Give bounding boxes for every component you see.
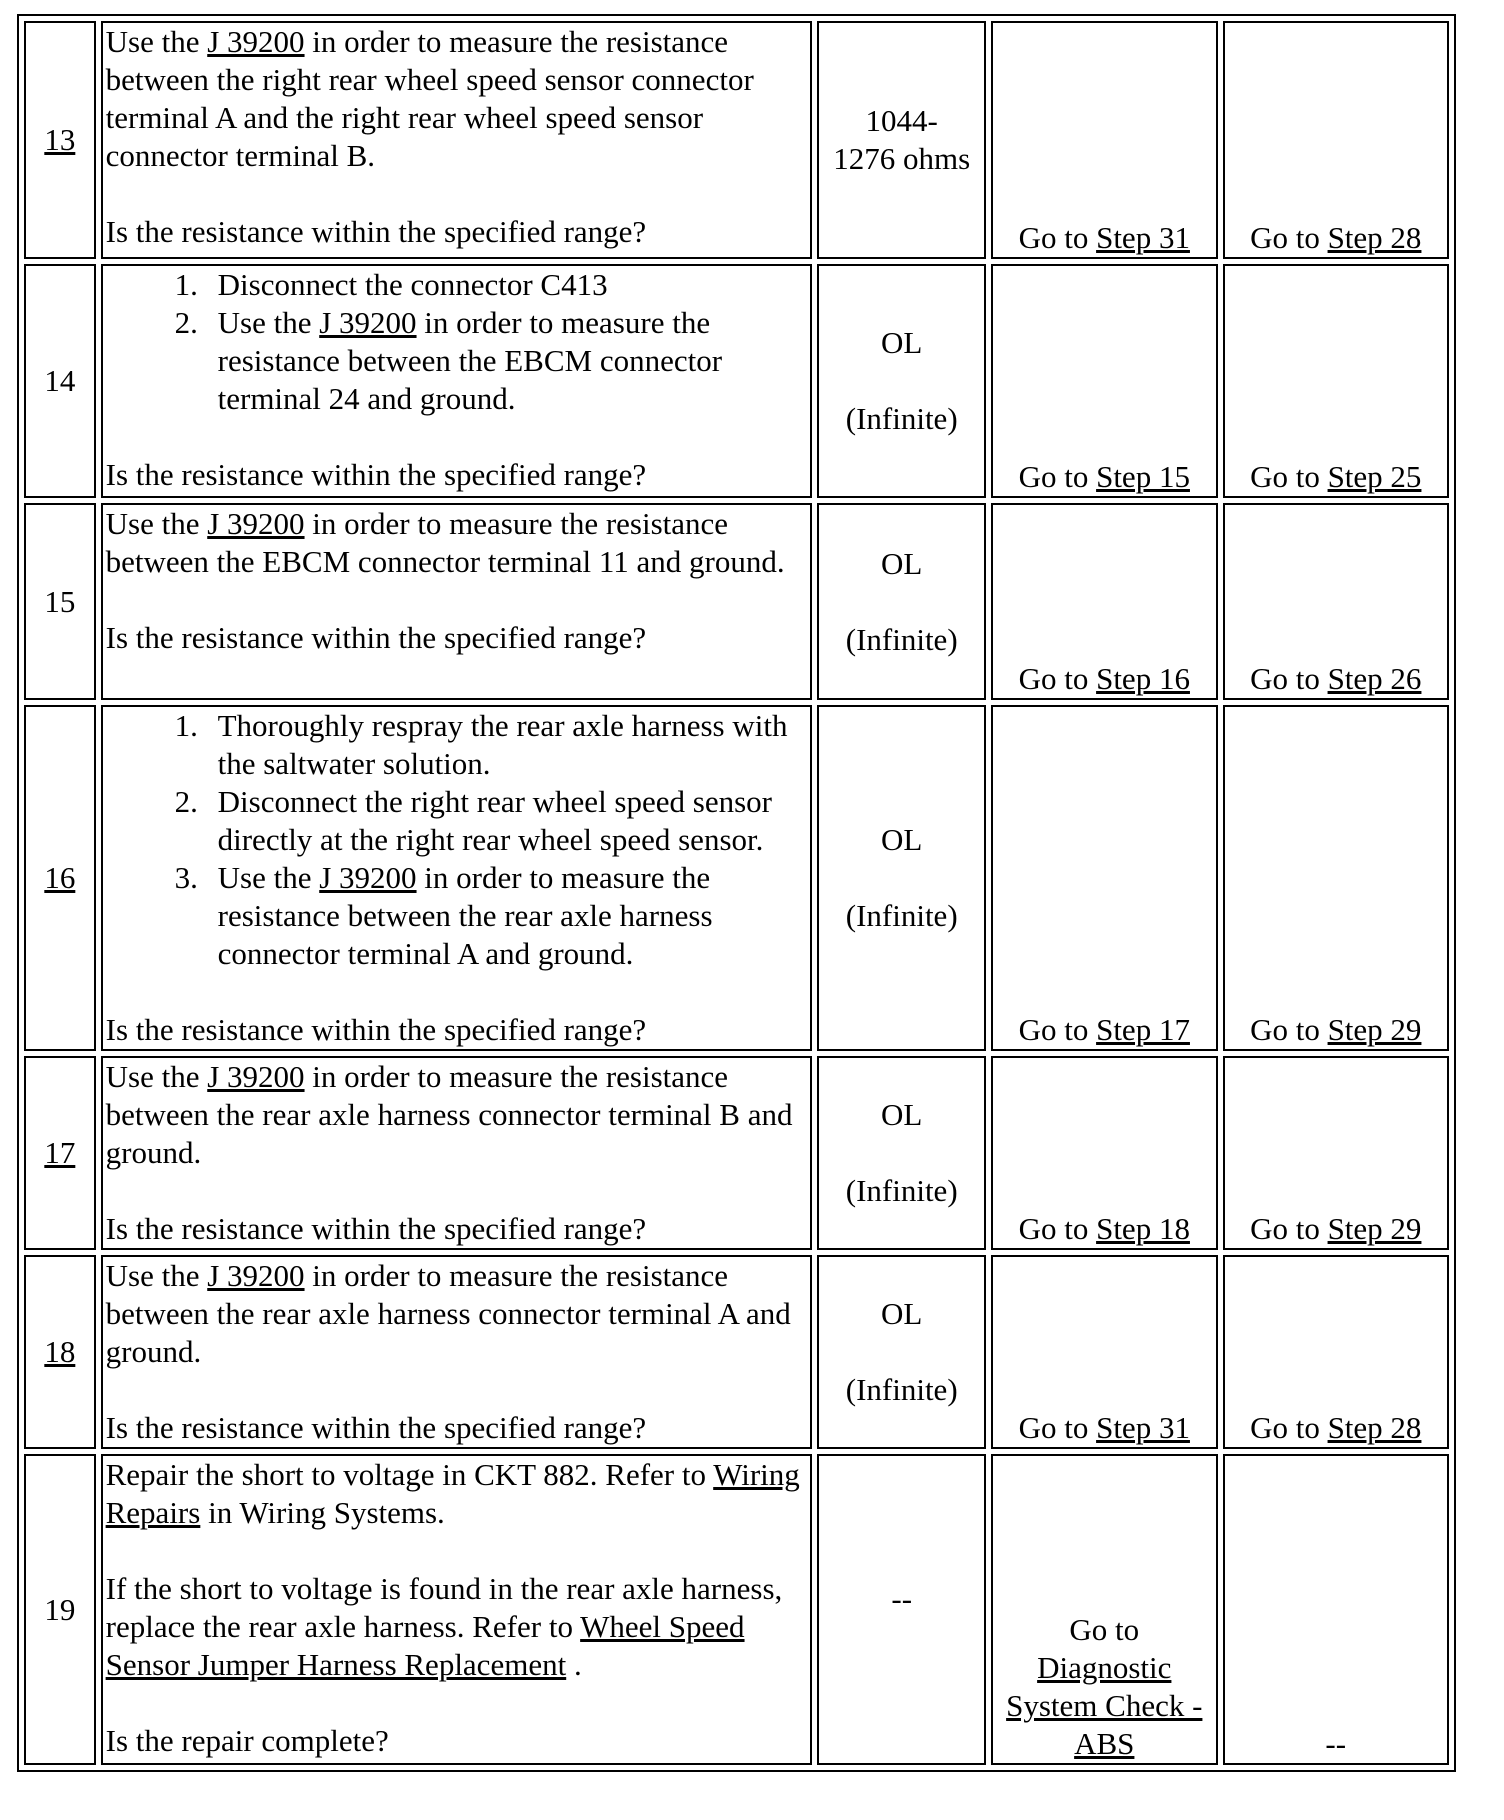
text-segment: Go to	[1018, 459, 1097, 494]
yes-action	[996, 1611, 1212, 1763]
no-action	[1228, 660, 1445, 698]
text-segment: Go to	[1250, 661, 1328, 696]
action-cell	[101, 1056, 813, 1250]
text-segment: Repair the short to voltage in CKT 882. Refer to	[105, 1457, 714, 1492]
yes-action-cell	[991, 264, 1217, 498]
no-action-cell	[1223, 705, 1450, 1051]
text-segment: Use the	[105, 1258, 208, 1293]
step-number-link[interactable]: 17	[44, 1135, 76, 1170]
no-action	[1228, 458, 1445, 496]
goto-step-link[interactable]: Step 16	[1096, 661, 1190, 696]
no-action-cell	[1223, 264, 1450, 498]
action-paragraph	[106, 1257, 808, 1371]
text-segment: in order to measure the resistance between the rear axle harness connector terminal B and ground.	[105, 1059, 793, 1170]
no-action	[1228, 1409, 1445, 1447]
goto-step-link[interactable]: Step 29	[1327, 1012, 1422, 1047]
step-row-16	[24, 705, 1449, 1051]
no-action-cell	[1223, 503, 1450, 700]
no-action	[1228, 1011, 1445, 1049]
value-cell	[817, 503, 986, 700]
goto-step-link[interactable]: Step 31	[1096, 1410, 1190, 1445]
text-segment: Use the	[217, 305, 320, 340]
yes-action	[996, 660, 1212, 698]
goto-step-link[interactable]: Step 31	[1096, 220, 1190, 255]
text-segment: .	[566, 1647, 582, 1682]
step-row-14	[24, 264, 1449, 498]
value-text: (Infinite)	[845, 1173, 958, 1208]
reference-link[interactable]: J 39200	[207, 1059, 305, 1094]
yes-action	[996, 458, 1212, 496]
goto-step-link[interactable]: Step 15	[1096, 459, 1190, 494]
step-number-cell	[24, 264, 96, 498]
text-segment: Use the	[105, 24, 208, 59]
step-number: 14	[44, 363, 76, 398]
reference-link[interactable]: J 39200	[207, 24, 305, 59]
value-text: OL	[881, 1296, 923, 1331]
text-segment: Disconnect the connector C413	[217, 267, 608, 302]
no-action-cell	[1223, 21, 1450, 259]
text-segment: Go to	[1250, 1410, 1328, 1445]
tool-link[interactable]: J 39200	[319, 860, 417, 895]
step-number-cell	[24, 503, 96, 700]
yes-action	[996, 1210, 1212, 1248]
action-steps-list	[106, 707, 808, 973]
yes-action-cell	[991, 21, 1217, 259]
value-text: OL	[881, 325, 923, 360]
question-text: Is the resistance within the specified range?	[105, 620, 647, 655]
text-segment: in Wiring Systems.	[200, 1495, 445, 1530]
action-paragraph	[106, 505, 808, 581]
value-cell	[817, 705, 986, 1051]
no-action-cell	[1223, 1454, 1450, 1765]
text-segment: Thoroughly respray the rear axle harness with the saltwater solution.	[217, 708, 788, 781]
text-segment: in order to measure the resistance between the EBCM connector terminal 11 and ground.	[105, 506, 785, 579]
text-segment: Go to	[1018, 1211, 1097, 1246]
action-cell	[101, 21, 813, 259]
reference-link[interactable]: J 39200	[207, 1258, 305, 1293]
action-step-item	[206, 707, 808, 783]
value-cell	[817, 1454, 986, 1765]
text-segment: Go to	[1250, 459, 1328, 494]
step-number-cell	[24, 705, 96, 1051]
step-row-13	[24, 21, 1449, 259]
no-action-cell	[1223, 1056, 1450, 1250]
text-segment: If the short to voltage is found in the rear axle harness, replace the rear axle harness. Refer to	[105, 1571, 783, 1644]
value-text: (Infinite)	[845, 621, 958, 657]
step-number-link[interactable]: 13	[44, 122, 76, 157]
text-segment: in order to measure the resistance between the right rear wheel speed sensor connector terminal A and the right rear wheel speed sensor connector terminal B.	[105, 24, 754, 173]
tool-link[interactable]: J 39200	[319, 305, 417, 340]
text-segment: in order to measure the resistance between the rear axle harness connector terminal A and ground.	[105, 1258, 791, 1369]
value-text: --	[891, 1581, 913, 1616]
text-segment: in order to measure the resistance between the EBCM connector terminal 24 and ground.	[217, 305, 723, 416]
value-text: 1044-	[865, 103, 938, 138]
goto-step-link[interactable]: Step 18	[1096, 1211, 1190, 1246]
text-segment: Go to	[1018, 1410, 1097, 1445]
goto-step-link[interactable]: Step 28	[1327, 220, 1422, 255]
value-text: (Infinite)	[845, 1372, 958, 1407]
goto-step-link[interactable]: Step 28	[1327, 1410, 1422, 1445]
action-step-item	[206, 783, 808, 859]
yes-action-cell	[991, 1056, 1217, 1250]
value-text: OL	[881, 545, 923, 581]
text-segment: --	[1325, 1726, 1347, 1761]
goto-step-link[interactable]: Step 25	[1327, 459, 1422, 494]
action-cell	[101, 1454, 813, 1765]
text-segment: Go to	[1250, 220, 1328, 255]
text-segment: in order to measure the resistance between the rear axle harness connector terminal A and ground.	[217, 860, 713, 971]
action-cell	[101, 1255, 813, 1449]
yes-action-cell	[991, 705, 1217, 1051]
action-step-item	[206, 266, 808, 304]
text-segment: Use the	[217, 860, 320, 895]
goto-step-link[interactable]: Step 29	[1327, 1211, 1422, 1246]
value-text: (Infinite)	[845, 898, 958, 933]
value-text: 1276 ohms	[833, 141, 971, 176]
yes-action-cell	[991, 503, 1217, 700]
action-step-item	[206, 304, 808, 418]
action-step-item	[206, 859, 808, 973]
action-paragraph	[106, 1570, 808, 1684]
text-segment: Disconnect the right rear wheel speed sensor directly at the right rear wheel speed sensor.	[217, 784, 772, 857]
step-row-19	[24, 1454, 1449, 1765]
action-paragraph	[106, 1058, 808, 1172]
question-text: Is the resistance within the specified range?	[105, 457, 647, 492]
text-segment: Go to	[1018, 1012, 1097, 1047]
text-segment: Go to	[1018, 220, 1097, 255]
action-paragraph	[106, 23, 808, 175]
step-row-15	[24, 503, 1449, 700]
question-text: Is the resistance within the specified range?	[105, 1410, 647, 1445]
no-action	[1228, 1210, 1445, 1248]
value-cell	[817, 21, 986, 259]
yes-action	[996, 1011, 1212, 1049]
text-segment: Go to	[1069, 1612, 1140, 1647]
no-action	[1228, 1725, 1445, 1763]
step-number-link[interactable]: 18	[44, 1334, 76, 1369]
question-text: Is the resistance within the specified range?	[105, 1012, 647, 1047]
yes-action-cell	[991, 1454, 1217, 1765]
question-text: Is the resistance within the specified range?	[105, 1211, 647, 1246]
goto-link[interactable]: Diagnostic System Check - ABS	[1006, 1650, 1203, 1761]
value-text: OL	[881, 1097, 923, 1132]
action-cell	[101, 264, 813, 498]
text-segment: Go to	[1018, 661, 1097, 696]
goto-step-link[interactable]: Step 17	[1096, 1012, 1190, 1047]
text-segment: Use the	[105, 506, 208, 541]
value-cell	[817, 264, 986, 498]
step-number-cell	[24, 1255, 96, 1449]
value-cell	[817, 1056, 986, 1250]
goto-step-link[interactable]: Step 26	[1327, 661, 1422, 696]
yes-action	[996, 1409, 1212, 1447]
step-number-cell	[24, 1454, 96, 1765]
step-row-18	[24, 1255, 1449, 1449]
text-segment: Go to	[1250, 1012, 1328, 1047]
step-number: 15	[44, 583, 76, 619]
reference-link[interactable]: J 39200	[207, 506, 305, 541]
action-paragraph	[106, 1456, 808, 1532]
value-cell	[817, 1255, 986, 1449]
value-text: OL	[881, 822, 923, 857]
yes-action	[996, 219, 1212, 257]
question-text: Is the repair complete?	[105, 1723, 389, 1758]
step-number: 19	[44, 1591, 76, 1627]
step-number-cell	[24, 21, 96, 259]
text-segment: Use the	[105, 1059, 208, 1094]
step-row-17	[24, 1056, 1449, 1250]
reference-link[interactable]: Wiring Repairs	[105, 1457, 800, 1530]
action-cell	[101, 705, 813, 1051]
no-action	[1228, 219, 1445, 257]
action-cell	[101, 503, 813, 700]
action-steps-list	[106, 266, 808, 418]
yes-action-cell	[991, 1255, 1217, 1449]
reference-link[interactable]: Wheel Speed Sensor Jumper Harness Replacement	[105, 1609, 745, 1682]
step-number-link[interactable]: 16	[44, 860, 76, 895]
diagnostic-table	[17, 14, 1456, 1772]
question-text: Is the resistance within the specified range?	[105, 214, 647, 249]
text-segment: Go to	[1250, 1211, 1328, 1246]
value-text: (Infinite)	[845, 401, 958, 436]
no-action-cell	[1223, 1255, 1450, 1449]
step-number-cell	[24, 1056, 96, 1250]
